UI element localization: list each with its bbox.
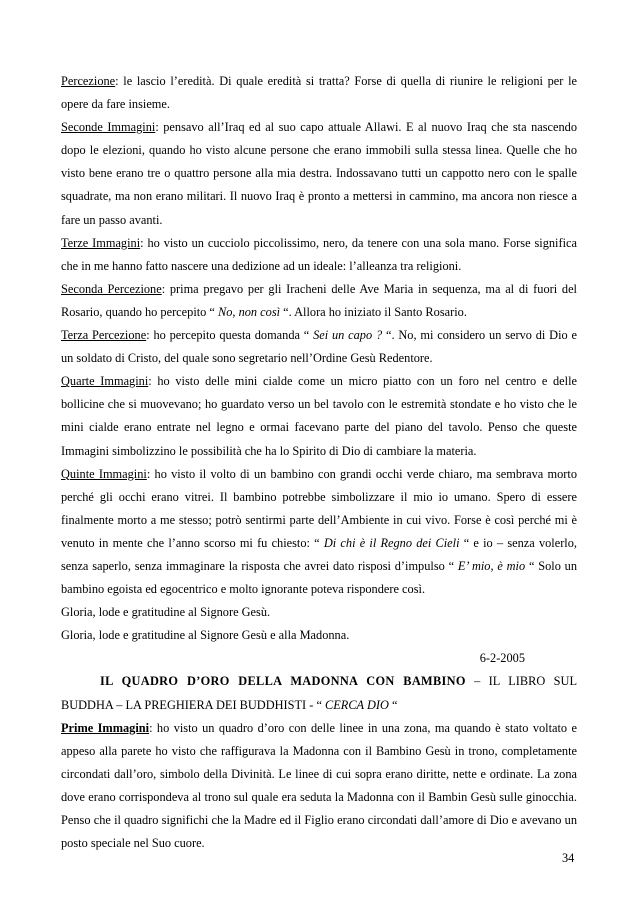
paragraph-text: : ho visto un quadro d’oro con delle linee in una zona, ma quando è stato voltato e appeso alla parete ho visto che raffigurava la Madonna con il Bambino Gesù in trono, completamente circondati dall’oro, simbolo della Divinità. Le linee di cui sopra erano diritte, nette e ordinate. La zona dove erano corrispondeva al trono sul quale era seduta la Madonna con il Bambin Gesù sulle ginocchia. Penso che il quadro significhi che la Madre ed il Figlio erano circondati dall’amore di Dio e avevano un posto speciale nel Suo cuore. — [61, 720, 577, 851]
quoted-phrase: E’ mio, è mio — [457, 558, 526, 573]
paragraph-terze-immagini — [61, 232, 577, 278]
paragraph-text: : ho visto il volto di un bambino con grandi occhi verde chiaro, ma sembrava morto perché gli occhi erano vitrei. Il bambino potrebbe simbolizzare il mio io umano. Spero di essere finalmente morto a me stesso; potrò sentirmi parte dell’Ambiente in cui vivo. Forse è così perché mi è venuto in mente che l’anno scorso mi fu chiesto: “ — [61, 466, 577, 550]
section-label-bold: Prime Immagini — [61, 720, 150, 735]
section-label: Terze Immagini — [61, 235, 141, 250]
paragraph-text: “ Solo un bambino egoista ed egocentrico e molto ignorante poteva rispondere così. — [61, 558, 578, 597]
entry-title-italic: CERCA DIO — [325, 697, 389, 712]
section-label: Seconda Percezione — [61, 281, 162, 296]
paragraph-text: : ho percepito questa domanda “ — [146, 328, 314, 343]
paragraph-seconde-immagini — [61, 116, 577, 231]
entry-title-rest: – IL LIBRO SUL BUDDHA – LA PREGHIERA DEI BUDDHISTI - “ — [61, 674, 577, 712]
quoted-phrase: Sei un capo ? — [313, 328, 383, 343]
paragraph-text: : prima pregavo per gli Iracheni delle Ave Maria in sequenza, ma al di fuori del Rosario, quando ho percepito “ — [61, 281, 577, 319]
paragraph-terza-percezione — [61, 324, 577, 370]
quoted-phrase: No, non così — [218, 304, 281, 319]
quoted-phrase: Di chi è il Regno dei Cieli — [323, 535, 460, 550]
paragraph-quinte-immagini — [61, 463, 577, 602]
section-label: Quinte Immagini — [61, 466, 147, 481]
paragraph-text: : le lascio l’eredità. Di quale eredità si tratta? Forse di quella di riunire le religioni per le opere da fare insieme. — [61, 74, 577, 112]
gloria-line-1: Gloria, lode e gratitudine al Signore Gesù. — [61, 605, 271, 620]
paragraph-text: : ho visto un cucciolo piccolissimo, nero, da tenere con una sola mano. Forse significa che in me hanno fatto nascere una dedizione ad un ideale: l’alleanza tra religioni. — [61, 235, 577, 273]
paragraph-percezione — [61, 70, 577, 116]
paragraph-quarte-immagini — [61, 370, 577, 462]
entry-date: 6-2-2005 — [479, 651, 525, 666]
document-body — [61, 70, 577, 855]
gloria-line-2: Gloria, lode e gratitudine al Signore Gesù e alla Madonna. — [61, 628, 350, 643]
section-label: Quarte Immagini — [61, 374, 149, 389]
section-label: Terza Percezione — [61, 328, 147, 343]
entry-title-end: “ — [388, 697, 398, 712]
section-label: Seconde Immagini — [61, 120, 156, 135]
paragraph-text: : ho visto delle mini cialde come un micro piatto con un foro nel centro e delle bollicine che si muovevano; ho guardato verso un bel tavolo con le estremità stondate e ho visto che le mini cialde erano entrate nel legno e ormai facevano parte del piano del tavolo. Penso che queste Immagini simbolizzino le possibilità che ha lo Spirito di Dio di cambiare la materia. — [61, 374, 578, 458]
section-label: Percezione — [61, 74, 116, 88]
paragraph-prime-immagini — [61, 717, 577, 856]
paragraph-text: “. No, mi considero un servo di Dio e un soldato di Cristo, del quale sono segretario nell’Ordine Gesù Redentore. — [61, 328, 577, 366]
paragraph-text: “. Allora ho iniziato il Santo Rosario. — [280, 304, 467, 319]
entry-title — [61, 670, 577, 716]
paragraph-text: : pensavo all’Iraq ed al suo capo attuale Allawi. E al nuovo Iraq che sta nascendo dopo le elezioni, quando ho visto alcune persone che erano immobili sulla stessa linea. Quelle che ho visto bene erano tre o quattro persone alla mia destra. Indossavano tutti un cappotto nero con le spalle squadrate, ma non erano militari. Il nuovo Iraq è pronto a mettersi in cammino, ma ancora non riesce a fare un passo avanti. — [61, 120, 577, 227]
paragraph-text: “ e io – senza volerlo, senza saperlo, senza immaginare la risposta che avrei dato risposi d’impulso “ — [61, 535, 577, 573]
entry-title-bold: IL QUADRO D’ORO DELLA MADONNA CON BAMBINO — [100, 674, 466, 689]
paragraph-seconda-percezione — [61, 278, 577, 324]
page-number: 34 — [562, 851, 575, 865]
